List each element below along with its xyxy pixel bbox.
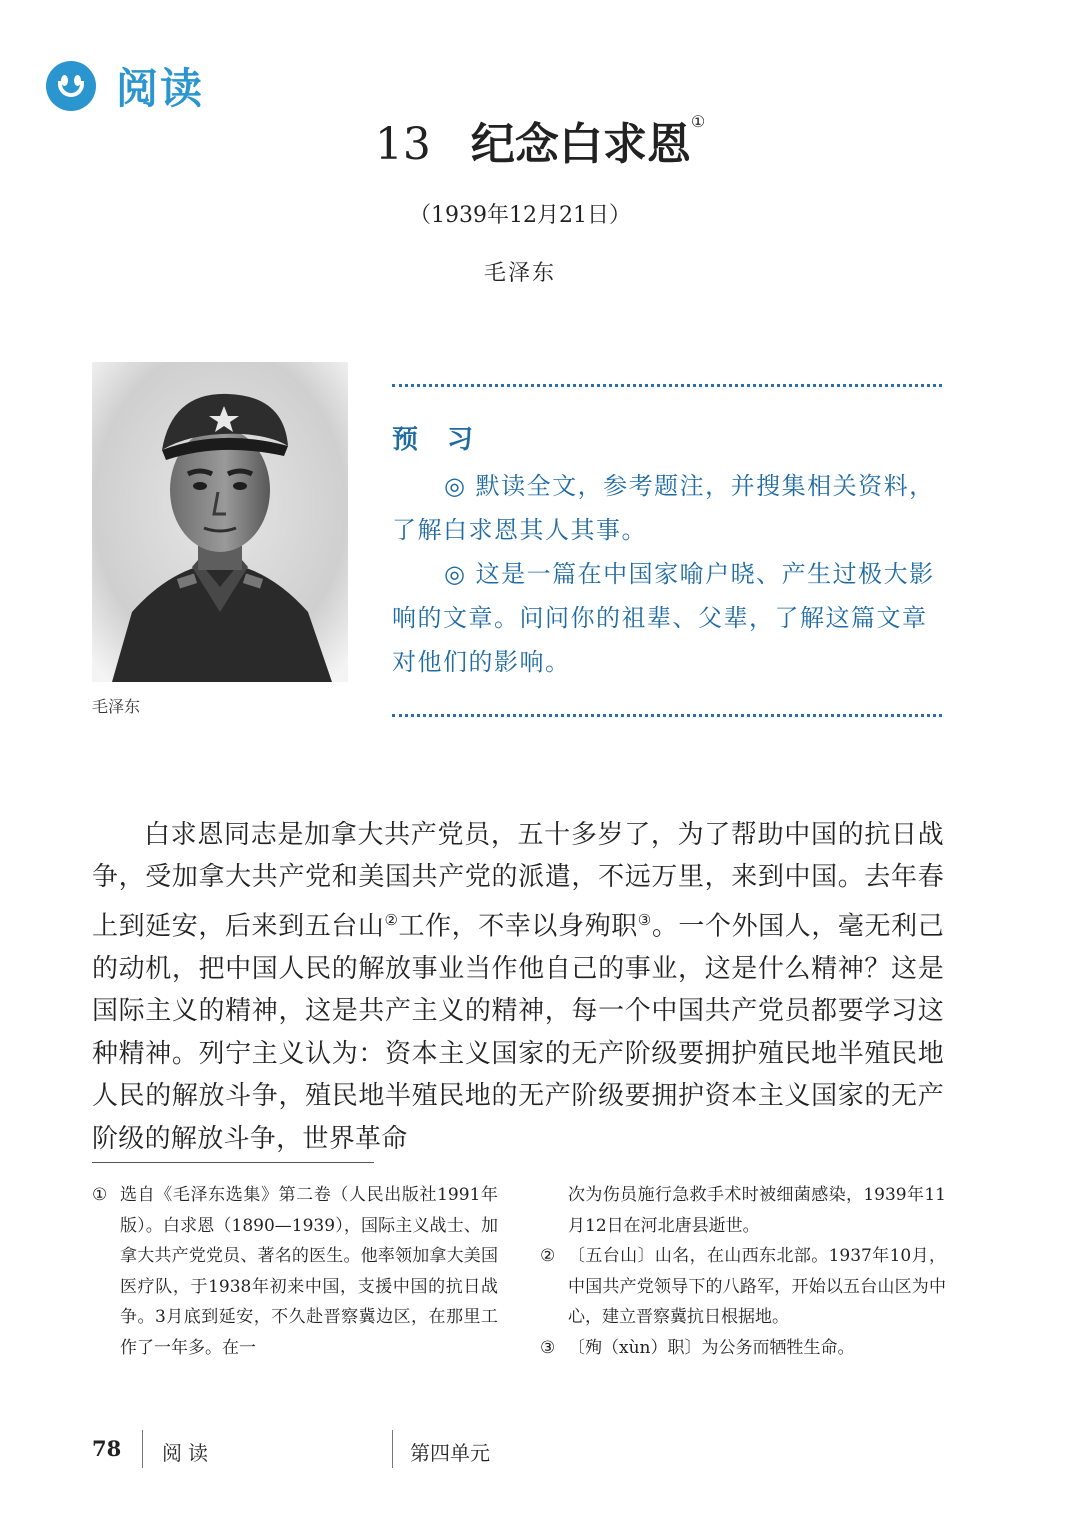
page-number: 78 [92,1436,122,1461]
footnote-ref-3[interactable]: ③ [637,910,652,929]
footnote-marker-1: ① [92,1185,108,1205]
body-segment-1: 白求恩同志是加拿大共产党员，五十多岁了，为了帮助中国的抗日战争，受加拿大共产党和美国共产党的派遣，不远万里，来到中国。去年春上到延安，后来到五台山 [92,820,944,942]
section-label: 阅读 [116,64,205,113]
footnote-1-text: 选自《毛泽东选集》第二卷（人民出版社1991年版）。白求恩（1890—1939），国际主义战士、加拿大共产党党员、著名的医生。他率领加拿大美国医疗队，于1938年初来中国，支援中国的抗日战争。3月底到延安，不久赴晋察冀边区，在那里工作了一年多。在一 [120,1185,498,1358]
lesson-date: （1939年12月21日） [409,203,631,228]
body-segment-3: 。一个外国人，毫无利己的动机，把中国人民的解放事业当作他自己的事业，这是什么精神？这是国际主义的精神，这是共产主义的精神，每一个中国共产党员都要学习这种精神。列宁主义认为：资本主义国家的无产阶级要拥护殖民地半殖民地人民的解放斗争，殖民地半殖民地的无产阶级要拥护资本主义国家的无产阶级的解放斗争，世界革命 [92,911,944,1154]
footnote-ref-2[interactable]: ② [384,910,399,929]
footnotes-left-column [92,1180,498,1363]
footnote-1 [92,1180,498,1363]
footnote-1-continued-text: 次为伤员施行急救手术时被细菌感染，1939年11月12日在河北唐县逝世。 [568,1185,946,1236]
smiley-icon [46,61,96,111]
lesson-number: 13 [374,119,431,170]
lesson-title [0,108,1080,172]
footnotes-right-column [540,1180,946,1363]
footnote-marker-2: ② [540,1246,556,1266]
lesson-author: 毛泽东 [483,261,556,286]
footnote-3 [540,1333,946,1364]
preview-item-1: ◎ 默读全文，参考题注，并搜集相关资料，了解白求恩其人其事。 [392,472,935,544]
body-segment-2: 工作，不幸以身殉职 [398,911,638,942]
footer-divider [142,1430,143,1468]
lesson-title-text: 纪念白求恩 [470,119,691,170]
body-paragraph [92,814,944,1160]
footer-unit: 第四单元 [410,1441,490,1465]
photo-caption: 毛泽东 [92,697,141,716]
preview-item-2: ◎ 这是一篇在中国家喻户晓、产生过极大影响的文章。问问你的祖辈、父辈，了解这篇文章对他们的影响。 [392,560,935,676]
body-text [92,814,944,1160]
footnote-ref-1[interactable]: ① [690,112,706,131]
preview-heading: 预 习 [392,425,484,455]
footnote-2 [540,1241,946,1333]
preview-top-border [392,384,942,387]
preview-box [392,418,948,684]
footer-divider [392,1430,393,1468]
footnote-marker-3: ③ [540,1337,556,1358]
footnote-2-text: 〔五台山〕山名，在山西东北部。1937年10月，中国共产党领导下的八路军，开始以五台山区为中心，建立晋察冀抗日根据地。 [568,1246,946,1327]
footnote-3-text: 〔殉（xùn）职〕为公务而牺牲生命。 [568,1337,855,1358]
footnote-divider [92,1162,374,1163]
footer-section: 阅读 [162,1441,214,1465]
section-header [46,56,204,116]
preview-bottom-border [392,714,942,717]
author-portrait [92,362,348,682]
footnote-1-continued [540,1180,946,1241]
